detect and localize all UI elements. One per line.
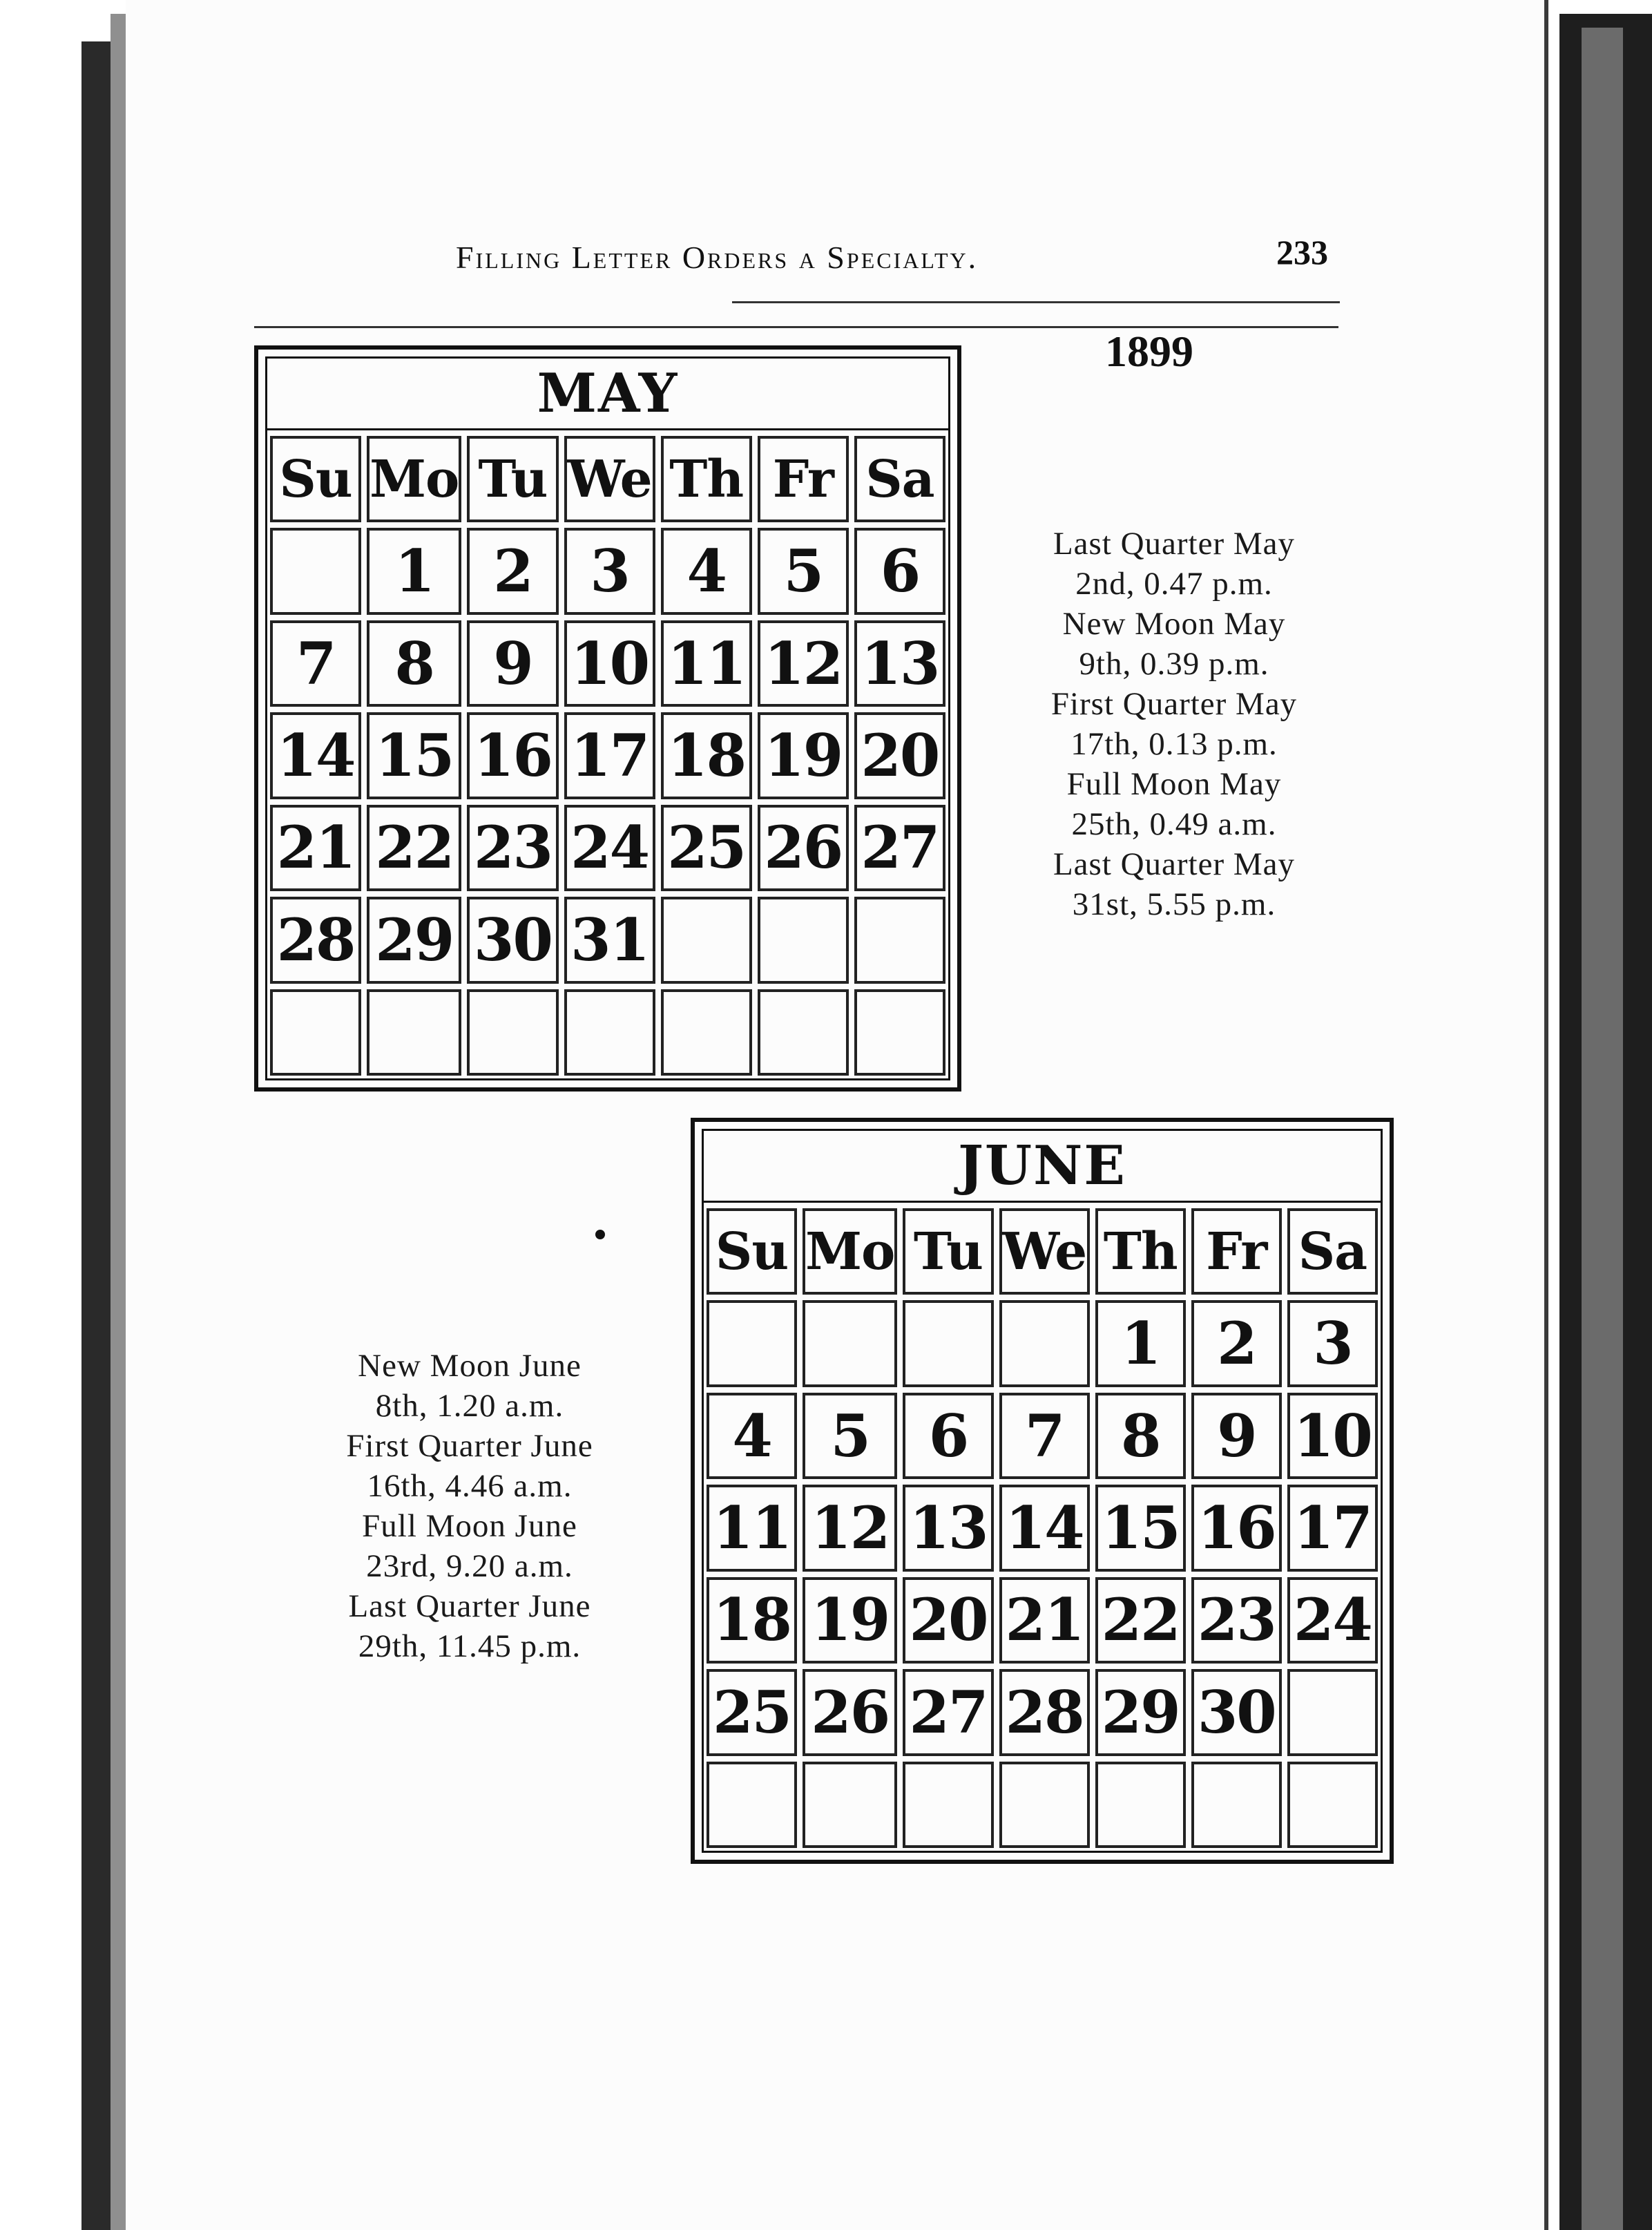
may-moon-phase-line: Last Quarter May <box>1053 526 1296 562</box>
may-day-cell <box>270 528 361 614</box>
may-day-cell <box>758 897 849 983</box>
june-day-cell: 22 <box>1095 1577 1186 1664</box>
may-day-cell <box>854 989 945 1076</box>
june-weekday-header: Mo <box>803 1208 897 1295</box>
june-moon-phase-line: 23rd, 9.20 a.m. <box>366 1548 573 1584</box>
june-day-cell: 10 <box>1287 1393 1378 1479</box>
may-day-cell <box>467 989 558 1076</box>
may-day-cell: 2 <box>467 528 558 614</box>
may-calendar-grid <box>265 356 950 1080</box>
may-day-cell: 27 <box>854 805 945 891</box>
may-day-cell: 10 <box>564 620 655 707</box>
june-calendar-title: JUNE <box>704 1131 1381 1203</box>
may-weekday-header: Fr <box>758 436 849 522</box>
june-day-cell: 8 <box>1095 1393 1186 1479</box>
june-day-cell: 2 <box>1191 1300 1282 1386</box>
may-day-cell: 13 <box>854 620 945 707</box>
june-day-cell <box>903 1762 993 1848</box>
june-moon-phase-line: 29th, 11.45 p.m. <box>358 1628 582 1664</box>
june-day-cell: 24 <box>1287 1577 1378 1664</box>
may-moon-phase-line: 25th, 0.49 a.m. <box>1071 806 1277 842</box>
may-day-cell <box>661 897 752 983</box>
may-day-cell: 15 <box>367 712 461 799</box>
june-moon-phase-line: Last Quarter June <box>348 1588 591 1624</box>
may-day-cell: 20 <box>854 712 945 799</box>
may-moon-phases <box>995 524 1354 924</box>
june-day-cell: 20 <box>903 1577 993 1664</box>
may-day-cell: 28 <box>270 897 361 983</box>
may-day-cell: 30 <box>467 897 558 983</box>
header-rule-short <box>732 301 1340 303</box>
june-day-cell <box>1095 1762 1186 1848</box>
june-day-cell <box>1287 1669 1378 1755</box>
june-day-cell: 19 <box>803 1577 897 1664</box>
book-cover-inner <box>1582 28 1623 2230</box>
may-day-cell: 7 <box>270 620 361 707</box>
may-day-cell <box>758 989 849 1076</box>
may-day-cell: 29 <box>367 897 461 983</box>
may-day-cell: 1 <box>367 528 461 614</box>
june-day-cell <box>707 1300 797 1386</box>
may-day-cell: 22 <box>367 805 461 891</box>
june-moon-phase-line: Full Moon June <box>362 1508 577 1544</box>
june-day-cell: 12 <box>803 1485 897 1571</box>
may-day-cell <box>854 897 945 983</box>
may-day-cell <box>661 989 752 1076</box>
may-day-cell: 23 <box>467 805 558 891</box>
june-moon-phase-line: 16th, 4.46 a.m. <box>367 1468 573 1504</box>
june-day-cell: 1 <box>1095 1300 1186 1386</box>
may-day-cell: 19 <box>758 712 849 799</box>
june-day-cell <box>1191 1762 1282 1848</box>
page-edge-left <box>111 14 126 2230</box>
june-day-cell: 7 <box>999 1393 1090 1479</box>
june-moon-phase-line: 8th, 1.20 a.m. <box>375 1388 564 1424</box>
may-day-cell: 26 <box>758 805 849 891</box>
may-day-cell: 6 <box>854 528 945 614</box>
may-day-cell <box>270 989 361 1076</box>
may-day-cell: 16 <box>467 712 558 799</box>
june-weekday-header: Su <box>707 1208 797 1295</box>
june-weekday-header: We <box>999 1208 1090 1295</box>
may-moon-phase-line: First Quarter May <box>1050 686 1298 722</box>
june-moon-phase-line: First Quarter June <box>346 1428 593 1464</box>
book-spine-shadow <box>81 41 115 2230</box>
left-margin <box>0 0 83 2230</box>
june-weekday-header: Tu <box>903 1208 993 1295</box>
may-moon-phase-line: 31st, 5.55 p.m. <box>1072 886 1276 922</box>
may-day-cell: 5 <box>758 528 849 614</box>
june-weekday-header: Sa <box>1287 1208 1378 1295</box>
june-day-cell <box>707 1762 797 1848</box>
june-day-cell: 14 <box>999 1485 1090 1571</box>
june-day-cell: 5 <box>803 1393 897 1479</box>
may-moon-phase-line: 9th, 0.39 p.m. <box>1079 646 1269 682</box>
june-day-cell: 29 <box>1095 1669 1186 1755</box>
june-day-cell: 26 <box>803 1669 897 1755</box>
ink-dot <box>595 1230 605 1239</box>
june-moon-phases <box>290 1346 649 1666</box>
june-day-cell: 9 <box>1191 1393 1282 1479</box>
may-moon-phase-line: Last Quarter May <box>1053 846 1296 882</box>
may-day-cell <box>564 989 655 1076</box>
june-day-cell: 16 <box>1191 1485 1282 1571</box>
june-moon-phase-line: New Moon June <box>358 1348 582 1384</box>
may-day-cell <box>367 989 461 1076</box>
may-day-cell: 25 <box>661 805 752 891</box>
june-day-cell: 18 <box>707 1577 797 1664</box>
june-day-cell: 27 <box>903 1669 993 1755</box>
june-day-cell: 3 <box>1287 1300 1378 1386</box>
may-weekday-header: Su <box>270 436 361 522</box>
may-moon-phase-line: 17th, 0.13 p.m. <box>1070 726 1278 762</box>
may-calendar <box>254 345 961 1092</box>
may-weekday-header: Sa <box>854 436 945 522</box>
june-day-cell <box>803 1762 897 1848</box>
may-moon-phase-line: Full Moon May <box>1066 766 1282 802</box>
may-day-cell: 3 <box>564 528 655 614</box>
book-page <box>126 0 1547 2230</box>
june-calendar-grid <box>702 1129 1383 1853</box>
june-day-cell <box>803 1300 897 1386</box>
june-day-cell: 6 <box>903 1393 993 1479</box>
year-heading: 1899 <box>1105 327 1193 376</box>
june-day-cell: 25 <box>707 1669 797 1755</box>
may-moon-phase-line: New Moon May <box>1062 606 1286 642</box>
may-calendar-title: MAY <box>267 359 948 430</box>
may-weekday-header: Mo <box>367 436 461 522</box>
june-day-cell: 30 <box>1191 1669 1282 1755</box>
june-day-cell <box>1287 1762 1378 1848</box>
june-day-cell: 21 <box>999 1577 1090 1664</box>
june-calendar <box>691 1118 1394 1864</box>
june-day-cell: 15 <box>1095 1485 1186 1571</box>
may-day-cell: 8 <box>367 620 461 707</box>
june-day-cell: 23 <box>1191 1577 1282 1664</box>
may-day-cell: 9 <box>467 620 558 707</box>
page-number: 233 <box>1276 233 1328 271</box>
running-title: Filling Letter Orders a Specialty. <box>456 240 979 275</box>
june-day-cell: 11 <box>707 1485 797 1571</box>
may-weekday-header: Th <box>661 436 752 522</box>
june-day-cell: 17 <box>1287 1485 1378 1571</box>
may-day-cell: 24 <box>564 805 655 891</box>
may-day-cell: 12 <box>758 620 849 707</box>
june-weekday-header: Th <box>1095 1208 1186 1295</box>
may-moon-phase-line: 2nd, 0.47 p.m. <box>1075 566 1273 602</box>
june-weekday-header: Fr <box>1191 1208 1282 1295</box>
may-day-cell: 18 <box>661 712 752 799</box>
may-day-cell: 21 <box>270 805 361 891</box>
may-day-cell: 4 <box>661 528 752 614</box>
june-day-cell <box>903 1300 993 1386</box>
june-day-cell <box>999 1762 1090 1848</box>
may-weekday-header: Tu <box>467 436 558 522</box>
may-day-cell: 11 <box>661 620 752 707</box>
may-day-cell: 14 <box>270 712 361 799</box>
june-day-cell: 13 <box>903 1485 993 1571</box>
june-day-cell: 4 <box>707 1393 797 1479</box>
may-weekday-header: We <box>564 436 655 522</box>
may-day-cell: 17 <box>564 712 655 799</box>
june-day-cell: 28 <box>999 1669 1090 1755</box>
may-day-cell: 31 <box>564 897 655 983</box>
june-day-cell <box>999 1300 1090 1386</box>
